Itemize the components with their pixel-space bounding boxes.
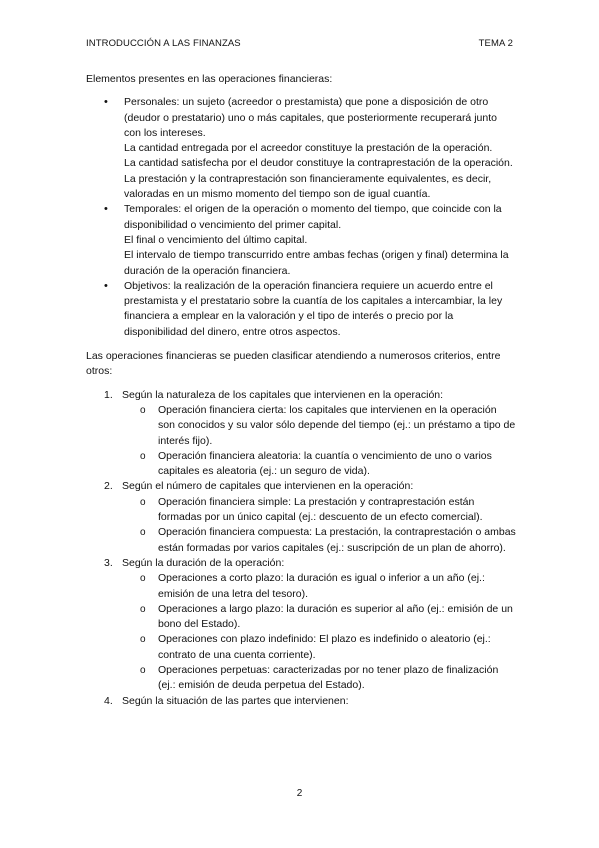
element-extra: El final o vencimiento del último capital. bbox=[124, 233, 308, 246]
element-text: • Personales: un sujeto (acreedor o prestamista) que pone a disposición de otro (deudor o prestatario) uno o más capitales, que posteriormente recuperará junto con los intereses. bbox=[124, 96, 497, 139]
sub-item: o Operaciones perpetuas: caracterizadas por no tener plazo de finalización (ej.: emisión de deuda perpetua del Estado). bbox=[122, 663, 516, 694]
criterion-title: Según la duración de la operación: bbox=[122, 556, 285, 569]
element-item-temporales bbox=[86, 202, 516, 278]
criterion-title: Según el número de capitales que intervienen en la operación: bbox=[122, 480, 414, 493]
running-header-title: INTRODUCCIÓN A LAS FINANZAS bbox=[86, 38, 241, 49]
sub-item: o Operación financiera aleatoria: la cuantía o vencimiento de uno o varios capitales es aleatoria (ej.: un seguro de vida). bbox=[122, 449, 516, 480]
criterion-sublist bbox=[122, 571, 516, 693]
element-extra: La cantidad satisfecha por el deudor constituye la contraprestación de la operación. La prestación y la contraprestación son financieramente equivalentes, es decir, valoradas en un mismo momento del tiempo son de igual cuantía. bbox=[124, 157, 513, 201]
element-item-objetivos bbox=[86, 279, 516, 340]
element-text: • Objetivos: la realización de la operación financiera requiere un acuerdo entre el prestamista y el prestatario sobre la cuantía de los capitales a intercambiar, la ley financiera a emplear en la valoración y el tipo de interés o precio por la disponibilidad del dinero, entre otros aspectos. bbox=[124, 279, 503, 338]
criterion-number: 1. bbox=[104, 388, 113, 401]
elements-list bbox=[86, 95, 516, 340]
criterion-sublist bbox=[122, 495, 516, 556]
criterion-item bbox=[86, 479, 516, 555]
element-text: • Temporales: el origen de la operación o momento del tiempo, que coincide con la disponibilidad o vencimiento del primer capital. bbox=[124, 203, 502, 231]
running-header-chapter: TEMA 2 bbox=[478, 38, 513, 49]
criterion-number: 3. bbox=[104, 556, 113, 569]
classification-intro: Las operaciones financieras se pueden clasificar atendiendo a numerosos criterios, entre otros: bbox=[86, 350, 501, 378]
sub-item: o Operación financiera cierta: los capitales que intervienen en la operación son conocidos y su valor sólo depende del tiempo (ej.: un préstamo a tipo de interés fijo). bbox=[122, 403, 516, 449]
criterion-item bbox=[86, 388, 516, 480]
criterion-item bbox=[86, 556, 516, 694]
criterion-number: 2. bbox=[104, 480, 113, 493]
elements-intro: Elementos presentes en las operaciones financieras: bbox=[86, 73, 333, 85]
page-number: 2 bbox=[296, 788, 303, 799]
page-body bbox=[86, 72, 516, 709]
criteria-list bbox=[86, 388, 516, 709]
sub-item: o Operaciones a largo plazo: la duración es superior al año (ej.: emisión de un bono del Estado). bbox=[122, 602, 516, 633]
criterion-item bbox=[86, 694, 516, 709]
sub-item: o Operaciones a corto plazo: la duración es igual o inferior a un año (ej.: emisión de una letra del tesoro). bbox=[122, 571, 516, 602]
criterion-title: Según la naturaleza de los capitales que intervienen en la operación: bbox=[122, 388, 444, 401]
criterion-number: 4. bbox=[104, 694, 113, 707]
element-extra: El intervalo de tiempo transcurrido entre ambas fechas (origen y final) determina la duración de la operación financiera. bbox=[124, 249, 509, 277]
criterion-title: Según la situación de las partes que intervienen: bbox=[122, 694, 349, 707]
sub-item: o Operación financiera simple: La prestación y contraprestación están formadas por un único capital (ej.: descuento de un efecto comercial). bbox=[122, 495, 516, 526]
sub-item: o Operaciones con plazo indefinido: El plazo es indefinido o aleatorio (ej.: contrato de una cuenta corriente). bbox=[122, 632, 516, 663]
sub-item: o Operación financiera compuesta: La prestación, la contraprestación o ambas están formadas por varios capitales (ej.: suscripción de un plan de ahorro). bbox=[122, 525, 516, 556]
element-item-personales bbox=[86, 95, 516, 202]
criterion-sublist bbox=[122, 403, 516, 479]
element-extra: La cantidad entregada por el acreedor constituye la prestación de la operación. bbox=[124, 142, 493, 155]
